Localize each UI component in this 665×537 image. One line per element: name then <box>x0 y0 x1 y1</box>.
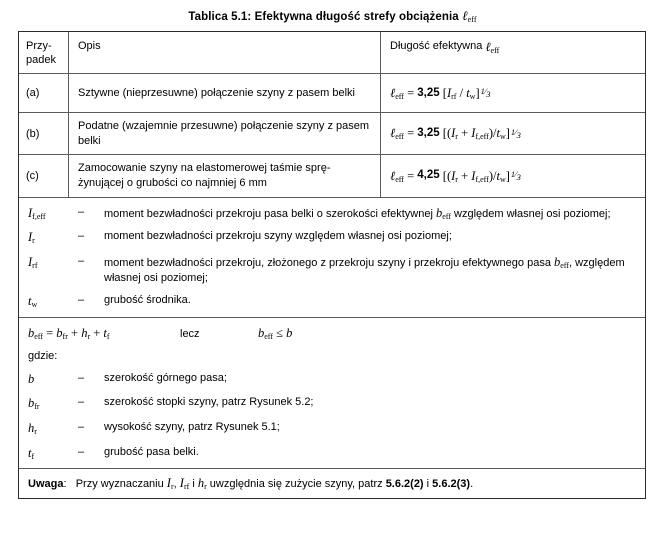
definition-text <box>104 254 636 285</box>
note-symbol-1-base: I <box>166 476 171 491</box>
cell-description-c: Zamocowanie szyny na elastomerowej taśmie sprę-żynującej o grubości co najmniej 6 mm <box>69 155 381 196</box>
note-symbol-2-sub: rf <box>183 482 190 492</box>
table-row <box>19 113 645 155</box>
note-block <box>19 469 645 497</box>
definition-symbol-sub: rf <box>32 261 38 271</box>
note-symbol-2-base: I <box>179 476 184 491</box>
caption-symbol-base: ℓ <box>462 8 468 23</box>
definition-text <box>104 293 636 308</box>
formula-b-ifeff-sub: f,eff <box>475 132 489 142</box>
formula-c-ir-sub: r <box>455 174 458 184</box>
formula-b-lhs-base: ℓ <box>390 126 396 141</box>
beff-t1-sub: fr <box>62 332 68 342</box>
definition-symbol-base: t <box>28 445 32 460</box>
definition-inline-symbol-base: b <box>436 205 443 220</box>
definition-item <box>28 229 636 246</box>
definition-inline-symbol-base: b <box>554 254 561 269</box>
formula-a-exponent: 1⁄3 <box>480 86 491 100</box>
cell-description-a: Sztywne (nieprzesuwne) połączenie szyny z pasem belki <box>69 74 381 112</box>
note-label: Uwaga <box>28 478 64 491</box>
note-period: . <box>470 478 474 491</box>
formula-b-tw-base: t <box>496 126 500 141</box>
header-length-symbol-sub: eff <box>490 46 500 56</box>
beff-condition <box>258 326 292 341</box>
note-separator-2: i <box>189 478 198 491</box>
definition-inline-symbol <box>554 255 569 269</box>
definition-item <box>28 445 636 462</box>
definition-symbol-base: I <box>28 230 33 245</box>
cell-formula-c: ℓ$_{eff}$ = 4,25 [( $I_r$ + $I_{f,eff}$ )/ $t_w$ ] 1⁄3 <box>390 168 521 184</box>
formula-b-exponent: 1⁄3 <box>510 127 521 141</box>
cell-case-b: (b) <box>19 113 69 154</box>
definition-inline-symbol-sub: eff <box>442 211 451 221</box>
caption-symbol <box>462 8 477 23</box>
definition-symbol-sub: f,eff <box>32 211 46 221</box>
formula-b-lhs <box>390 125 404 142</box>
formula-b-coefficient: 3,25 <box>417 127 440 140</box>
formula-c-lhs <box>390 168 404 185</box>
gdzie-label: gdzie: <box>28 349 58 362</box>
beff-block <box>19 318 645 469</box>
note-colon: : <box>63 478 67 491</box>
definition-symbol-base: t <box>28 294 32 309</box>
definition-text: grubość pasa belki. <box>104 445 199 458</box>
header-cell-case <box>19 32 69 73</box>
note-conjunction: i <box>423 478 433 491</box>
beff-equation <box>28 326 180 341</box>
beff-equation-line <box>28 326 636 341</box>
definition-symbol <box>28 395 78 412</box>
definition-symbol-sub: r <box>32 236 35 246</box>
beff-plus2: + <box>93 325 101 340</box>
definition-symbol-base: I <box>28 205 33 220</box>
definition-symbol-sub: w <box>31 300 38 310</box>
formula-c-lhs-base: ℓ <box>390 168 396 183</box>
definition-symbol <box>28 254 78 271</box>
beff-t1-base: b <box>56 325 63 340</box>
beff-t3-base: t <box>103 325 107 340</box>
table-row <box>19 74 645 113</box>
beff-lhs-sub: eff <box>34 332 43 342</box>
definition-symbol-sub: r <box>34 427 37 437</box>
formula-a-den-sub: w <box>469 92 476 102</box>
definition-text-part2: względem własnej osi poziomej; <box>450 207 611 220</box>
definition-text: wysokość szyny, patrz Rysunek 5.1; <box>104 421 280 434</box>
definitions-upper-row <box>19 198 645 318</box>
definition-symbol-sub: f <box>31 451 35 461</box>
definition-item <box>28 205 636 222</box>
header-length-symbol <box>485 39 499 56</box>
definition-dash: – <box>78 445 85 458</box>
formula-a-num-sub: rf <box>451 92 457 102</box>
formula-c-exponent: 1⁄3 <box>510 169 521 183</box>
formula-a-lhs-base: ℓ <box>390 85 396 100</box>
definition-symbol <box>28 293 78 310</box>
note-row <box>19 469 645 497</box>
definition-text <box>104 229 636 244</box>
beff-plus1: + <box>71 325 79 340</box>
formula-c-tw-sub: w <box>499 174 506 184</box>
beff-lhs-base: b <box>28 325 35 340</box>
beff-cond-lhs-sub: eff <box>264 332 273 342</box>
definition-text-part1: grubość środnika. <box>104 294 191 307</box>
table-caption <box>0 8 665 24</box>
formula-a-lhs-sub: eff <box>395 92 404 102</box>
definition-symbol-base: b <box>28 371 35 386</box>
definition-dash: – <box>78 396 85 409</box>
definition-text: szerokość stopki szyny, patrz Rysunek 5.2; <box>104 396 314 409</box>
formula-c-ifeff-base: I <box>471 168 476 183</box>
definition-text <box>104 205 636 222</box>
header-case-line1: Przy- <box>26 40 52 52</box>
note-reference-1: 5.6.2(2) <box>385 478 424 491</box>
definition-symbol-base: h <box>28 421 35 436</box>
beff-t2-base: h <box>81 325 88 340</box>
cell-formula-b: ℓ$_{eff}$ = 3,25 [( $I_r$ + $I_{f,eff}$ )/ $t_w$ ] 1⁄3 <box>390 126 521 142</box>
formula-b-lhs-sub: eff <box>395 132 404 142</box>
note-separator-1: , <box>173 478 180 491</box>
table-row <box>19 155 645 197</box>
cell-formula-a: ℓ$_{eff}$ = 3,25 [ $I_{rf}$ / $t_w$ ] 1⁄3 <box>390 85 491 102</box>
beff-cond-rhs: b <box>286 325 293 340</box>
formula-b-tw-sub: w <box>499 132 506 142</box>
definition-dash: – <box>78 294 85 307</box>
formula-b-ifeff-base: I <box>471 126 476 141</box>
caption-symbol-sub: eff <box>467 15 477 25</box>
definition-symbol <box>28 229 78 246</box>
note-text-part2: uwzględnia się zużycie szyny, patrz <box>206 478 386 491</box>
formula-c-tw-base: t <box>496 168 500 183</box>
beff-t3-sub: f <box>106 332 110 342</box>
definition-dash: – <box>78 254 85 267</box>
caption-text: Tablica 5.1: Efektywna długość strefy obciążenia <box>188 11 459 23</box>
note-symbol-3-sub: r <box>204 482 207 492</box>
note-symbol-2 <box>180 476 190 490</box>
formula-c-lhs-sub: eff <box>395 174 404 184</box>
header-case-line2: padek <box>26 54 56 67</box>
definition-item <box>28 420 636 437</box>
formula-b-ir-base: I <box>451 126 456 141</box>
beff-cond-lhs-base: b <box>258 325 265 340</box>
beff-eq-sign: = <box>46 325 54 340</box>
definition-symbol <box>28 445 78 462</box>
header-length-text: Długość efektywna <box>390 40 483 52</box>
note-symbol-3 <box>198 476 207 490</box>
definition-dash: – <box>78 421 85 434</box>
note-symbol-3-base: h <box>197 476 205 491</box>
note-symbol-1-sub: r <box>170 482 174 492</box>
definitions-upper-block <box>19 198 645 317</box>
definition-item <box>28 395 636 412</box>
definition-text-part1: moment bezwładności przekroju, złożonego z przekroju szyny i przekroju efektywnego pasa <box>104 256 554 269</box>
formula-c-ir-base: I <box>451 168 456 183</box>
definition-symbol <box>28 205 78 222</box>
definition-item <box>28 254 636 285</box>
formula-c-ifeff-sub: f,eff <box>475 174 489 184</box>
definition-symbol <box>28 420 78 437</box>
definition-dash: – <box>78 205 85 218</box>
formula-a-num-sym: I <box>446 85 452 100</box>
definition-text-part1: moment bezwładności przekroju pasa belki o szerokości efektywnej <box>104 207 436 220</box>
formula-a-den-sym: t <box>466 85 470 100</box>
cell-description-b: Podatne (wzajemnie przesuwne) połączenie szyny z pasem belki <box>69 113 381 154</box>
definition-text-part1: moment bezwładności przekroju szyny względem własnej osi poziomej; <box>104 230 452 243</box>
beff-definitions-row <box>19 318 645 470</box>
definition-symbol <box>28 371 78 388</box>
definition-symbol-base: b <box>28 396 35 411</box>
definition-text: szerokość górnego pasa; <box>104 371 227 384</box>
formula-c-coefficient: 4,25 <box>417 169 440 182</box>
cell-case-a: (a) <box>19 74 69 112</box>
note-text-part1: Przy wyznaczaniu <box>75 478 167 491</box>
formula-b-ir-sub: r <box>455 132 458 142</box>
definition-inline-symbol <box>436 206 451 220</box>
cell-case-c: (c) <box>19 155 69 196</box>
definition-text-part2: , względem własnej osi poziomej; <box>104 256 625 284</box>
formula-a-coefficient: 3,25 <box>417 86 440 99</box>
note-symbol-1 <box>167 476 174 490</box>
definition-item <box>28 293 636 310</box>
header-cell-length <box>381 32 645 73</box>
table-header-row <box>19 32 645 74</box>
beff-t2-sub: r <box>87 332 91 342</box>
formula-a-lhs <box>390 85 404 102</box>
definition-symbol-base: I <box>28 254 33 269</box>
header-length-symbol-base: ℓ <box>485 40 491 54</box>
definition-dash: – <box>78 230 85 243</box>
beff-lecz-label: lecz <box>180 327 200 340</box>
definition-symbol-sub: fr <box>34 402 40 412</box>
definition-inline-symbol-sub: eff <box>560 261 569 271</box>
effective-length-table <box>18 31 646 499</box>
header-cell-description: Opis <box>69 32 381 73</box>
beff-cond-op: ≤ <box>276 325 283 340</box>
definition-item <box>28 371 636 388</box>
note-reference-2: 5.6.2(3) <box>432 478 471 491</box>
definition-dash: – <box>78 371 85 384</box>
